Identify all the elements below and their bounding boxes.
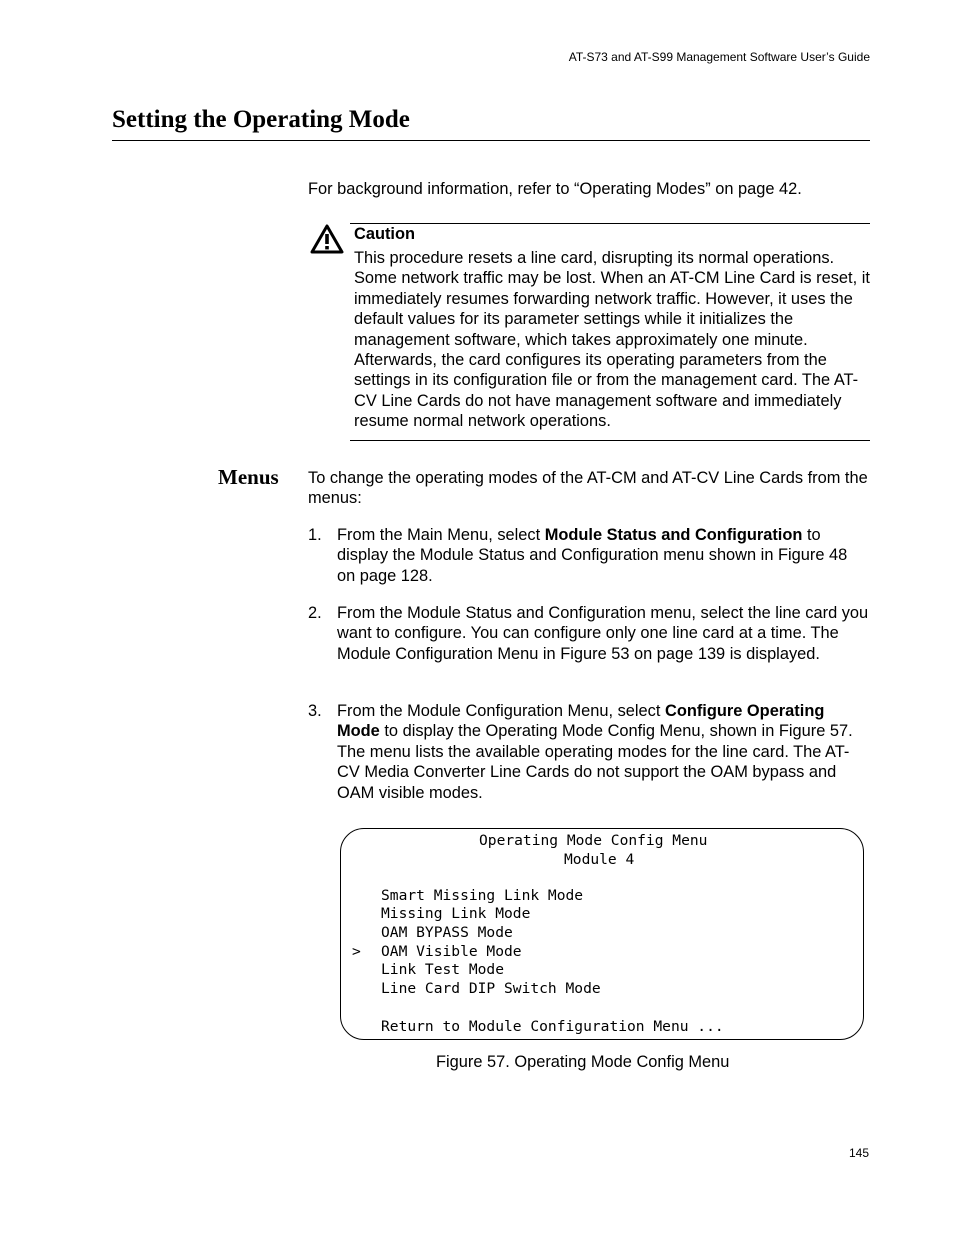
menu-item-dip-switch[interactable]: Line Card DIP Switch Mode: [381, 980, 601, 997]
menu-title: Operating Mode Config Menu: [479, 832, 708, 849]
running-header: AT-S73 and AT-S99 Management Software User’s Guide: [568, 50, 870, 64]
caution-heading: Caution: [354, 225, 416, 243]
menu-item-oam-visible[interactable]: OAM Visible Mode: [381, 943, 522, 960]
menu-item-smart-missing-link[interactable]: Smart Missing Link Mode: [381, 887, 584, 904]
step-number: 2.: [308, 604, 322, 622]
caution-bottom-rule: [350, 440, 870, 441]
menus-heading: Menus: [218, 465, 279, 489]
figure-caption: Figure 57. Operating Mode Config Menu: [436, 1053, 730, 1071]
menu-item-missing-link[interactable]: Missing Link Mode: [381, 905, 531, 922]
step-text: [337, 701, 870, 803]
step-text-bold: Module Status and Configuration: [544, 526, 803, 544]
step-number: 1.: [308, 526, 322, 544]
menus-intro: To change the operating modes of the AT-CM and AT-CV Line Cards from the menus:: [308, 469, 868, 508]
menu-cursor: >: [352, 943, 361, 960]
menu-module: Module 4: [564, 851, 635, 868]
warning-triangle-icon: [310, 224, 344, 254]
title-rule: [112, 140, 870, 141]
menu-item-oam-bypass[interactable]: OAM BYPASS Mode: [381, 924, 513, 941]
step-text-post: to display the Module Status and Configuration menu shown in Figure 48 on page 128.: [337, 526, 848, 585]
step-text-pre: From the Module Configuration Menu, select: [337, 702, 665, 720]
step-text-post: to display the Operating Mode Config Menu, shown in Figure 57. The menu lists the available operating modes for the line card. The AT-CV Media Converter Line Cards do not support the OAM bypass and OAM visible modes.: [337, 722, 853, 802]
step-text-pre: From the Main Menu, select: [337, 526, 545, 544]
step-text: From the Module Status and Configuration menu, select the line card you want to configure. You can configure only one line card at a time. The Module Configuration Menu in Figure 53 on page 139 is displayed.: [337, 604, 869, 663]
page-number: 145: [848, 1146, 869, 1160]
intro-paragraph: For background information, refer to “Operating Modes” on page 42.: [308, 180, 802, 198]
caution-top-rule: [350, 223, 870, 224]
menu-item-return[interactable]: Return to Module Configuration Menu ...: [381, 1018, 724, 1035]
menu-item-link-test[interactable]: Link Test Mode: [381, 961, 505, 978]
caution-text: This procedure resets a line card, disrupting its normal operations. Some network traffic may be lost. When an AT-CM Line Card is reset, it immediately resumes forwarding network traffic. However, it uses the default values for its parameter settings while it initializes the management software, which takes approximately one minute. Afterwards, the card configures its operating parameters from the settings in its configuration file or from the management card. The AT-CV Line Cards do not have management software and immediately resume normal network operations.: [354, 249, 870, 431]
step-number: 3.: [308, 702, 322, 720]
step-text-bold: Configure Operating Mode: [337, 702, 825, 741]
step-text: [337, 525, 870, 586]
section-title: Setting the Operating Mode: [112, 106, 410, 133]
